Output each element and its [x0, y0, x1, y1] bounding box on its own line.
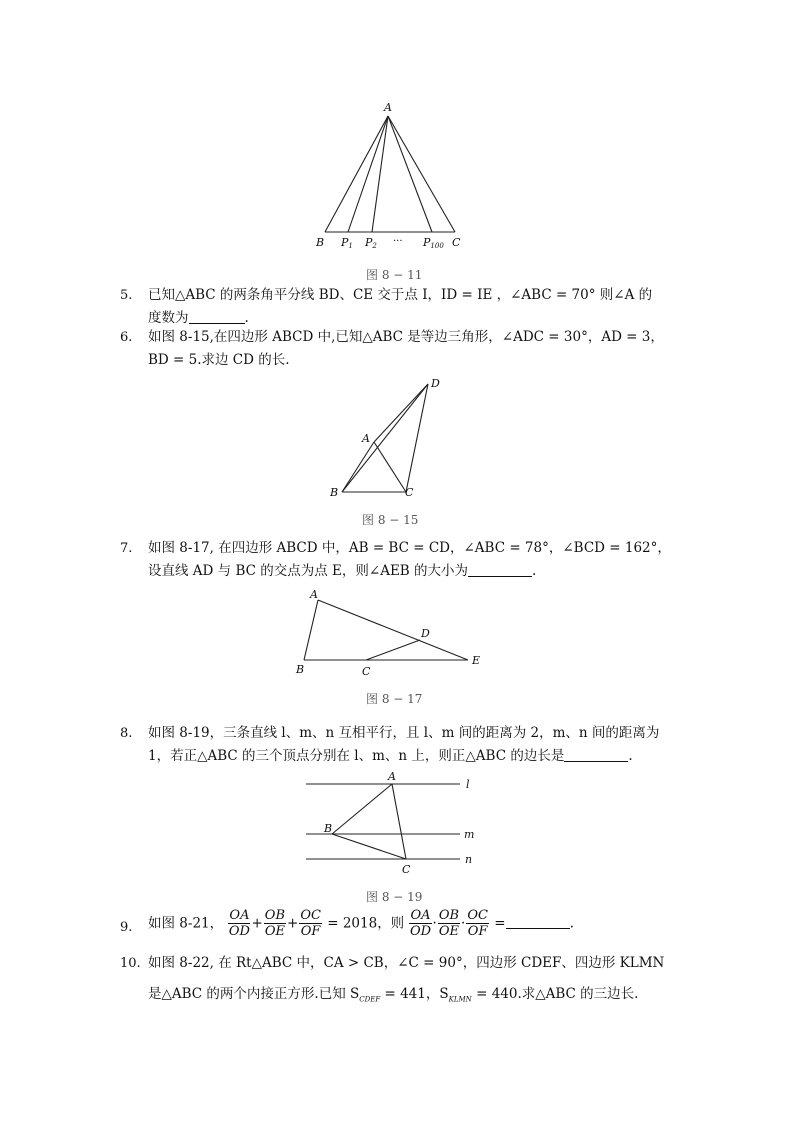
- q9-answer-blank: [506, 914, 570, 929]
- label-D: D: [421, 627, 430, 640]
- q5-line1: 已知△ABC 的两条角平分线 BD、CE 交于点 I，ID = IE ，∠ABC = 70° 则∠A 的: [148, 287, 653, 303]
- label-C: C: [452, 236, 461, 249]
- label-C: C: [405, 486, 414, 499]
- label-A: A: [310, 588, 318, 601]
- label-B: B: [316, 236, 325, 249]
- q10-line2: 是△ABC 的两个内接正方形.已知 $S_{CDEF} = 441$，$S_{KLMN} = 440$.求△ABC 的三边长.: [148, 986, 639, 1004]
- label-n: n: [465, 853, 473, 866]
- fraction-oc-of-2: $\frac{OC}{OF}$: [467, 908, 488, 939]
- label-A: A: [362, 432, 370, 445]
- q9-number: 9.: [120, 920, 133, 935]
- q5-answer-blank: [189, 309, 245, 324]
- label-C: C: [402, 863, 411, 876]
- q6-number: 6.: [120, 330, 133, 345]
- q7-line2: 设直线 AD 与 BC 的交点为点 E，则∠AEB 的大小为 .: [148, 563, 537, 579]
- label-B: B: [330, 486, 339, 499]
- label-m: m: [464, 828, 475, 841]
- q5-line2: 度数为 .: [148, 310, 249, 326]
- q8-line1: 如图 8-19，三条直线 l、m、n 互相平行，且 l、m 间的距离为 2，m、n 间的距离为: [148, 725, 660, 741]
- caption-8-19: 图 8 − 19: [366, 890, 423, 904]
- fraction-oa-od: $\frac{OA}{OD}$: [228, 908, 250, 939]
- label-A: A: [384, 101, 392, 114]
- label-B: B: [324, 822, 333, 835]
- fraction-oc-of: $\frac{OC}{OF}$: [300, 908, 321, 939]
- label-l: l: [466, 778, 470, 791]
- q8-line2: 1，若正△ABC 的三个顶点分别在 l、m、n 上，则正△ABC 的边长是 .: [148, 748, 633, 764]
- q6-line1: 如图 8-15,在四边形 ABCD 中,已知△ABC 是等边三角形，∠ADC = 30°，AD = 3，: [148, 329, 664, 345]
- label-P2: P2: [365, 236, 377, 250]
- caption-8-11: 图 8 − 11: [366, 268, 423, 282]
- figure-8-19: [300, 770, 486, 878]
- label-A: A: [388, 770, 396, 783]
- q10-number: 10.: [120, 956, 141, 971]
- q9-line: 如图 8-21， $\frac{OA}{OD}$ + $\frac{OB}{OE}$ + $\frac{OC}{OF}$ = 2018，则 $\frac{OA}{OD}$ · $\frac{OB}{OE}$ · $\frac{OC}{OF}$ = .: [148, 908, 574, 939]
- fraction-oa-od-2: $\frac{OA}{OD}$: [409, 908, 432, 939]
- label-dots: ···: [393, 236, 403, 247]
- label-D: D: [431, 377, 440, 390]
- q5-number: 5.: [120, 288, 133, 303]
- figure-8-15: [322, 372, 452, 502]
- fraction-ob-oe: $\frac{OB}{OE}$: [264, 908, 285, 939]
- q7-number: 7.: [120, 541, 133, 556]
- label-E: E: [472, 654, 481, 667]
- label-P100: P100: [423, 236, 444, 250]
- fraction-ob-oe-2: $\frac{OB}{OE}$: [438, 908, 460, 939]
- q10-line1: 如图 8-22, 在 Rt△ABC 中，CA > CB，∠C = 90°，四边形 CDEF、四边形 KLMN: [148, 955, 665, 971]
- label-P1: P1: [341, 236, 353, 250]
- q8-answer-blank: [564, 747, 628, 762]
- figure-8-17: [292, 584, 492, 680]
- caption-8-17: 图 8 − 17: [366, 692, 423, 706]
- q7-answer-blank: [468, 562, 532, 577]
- q8-number: 8.: [120, 726, 133, 741]
- label-B: B: [296, 663, 305, 676]
- q7-line1: 如图 8-17, 在四边形 ABCD 中，AB = BC = CD，∠ABC = 78°，∠BCD = 162°，: [148, 540, 671, 556]
- caption-8-15: 图 8 − 15: [362, 513, 419, 527]
- label-C: C: [362, 665, 371, 678]
- figure-8-11: [310, 98, 470, 258]
- q6-line2: BD = 5.求边 CD 的长.: [148, 352, 290, 368]
